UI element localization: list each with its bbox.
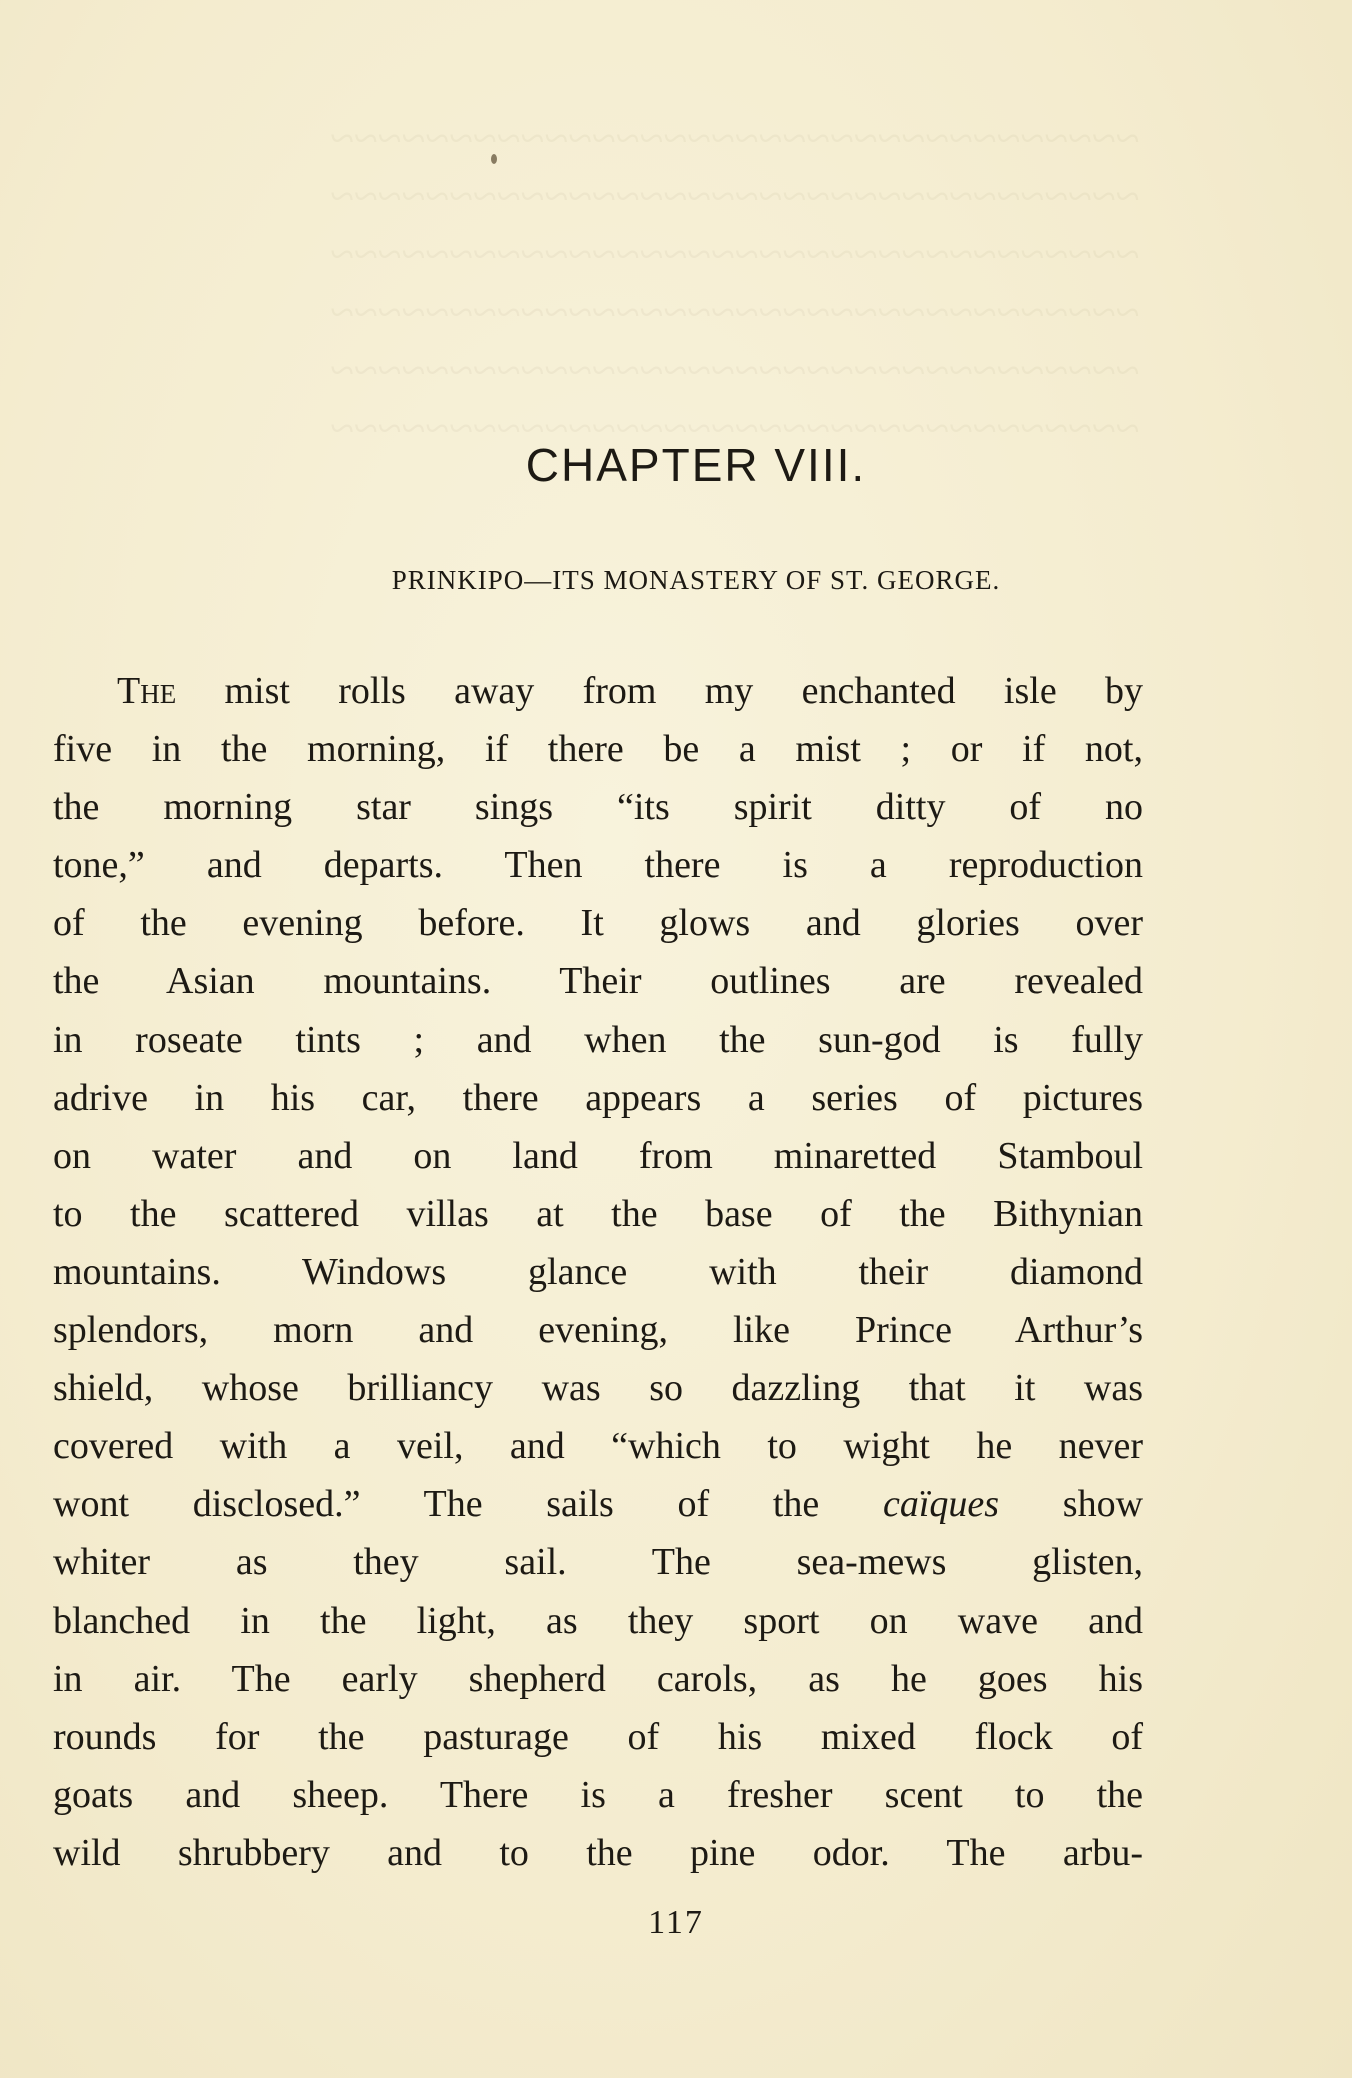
text-line-17: blanched in the light, as they sport on wave and (53, 1599, 1143, 1642)
chapter-subtitle: PRINKIPO—ITS MONASTERY OF ST. GEORGE. (391, 565, 1001, 595)
text-line-14: covered with a veil, and “which to wight he never (53, 1425, 1143, 1468)
text-line-15: wont disclosed.” The sails of the caïques show (53, 1483, 1144, 1526)
text-line-19: rounds for the pasturage of his mixed flock of (53, 1715, 1143, 1758)
text-line-3: the morning star sings “its spirit ditty of no (53, 786, 1143, 829)
ink-spot (491, 154, 497, 164)
text-line-4: tone,” and departs. Then there is a reproduction (53, 844, 1143, 887)
chapter-title: CHAPTER VIII. (525, 439, 867, 491)
text-line-20: goats and sheep. There is a fresher scent to the (53, 1773, 1143, 1816)
text-line-8: adrive in his car, there appears a series of pictures (53, 1076, 1143, 1119)
text-line-5: of the evening before. It glows and glories over (53, 902, 1143, 945)
body-text (53, 662, 1143, 1882)
lead-word: The (117, 670, 177, 712)
text-line-12: splendors, morn and evening, like Prince Arthur’s (53, 1309, 1143, 1352)
bleed-through-texture: ~~~~~~~~~~~~~~~~~~~~~~~~~~~~~~~~~~ ~~~~~~~~~~~~~~~~~~~~~~~~~~~~~~~~~~ ~~~~~~~~~~~~~~~~~~~~~~~~~~~~~~~~~~ ~~~~~~~~~~~~~~~~~~~~~~~~~~~~~~~~~~ ~~~~~~~~~~~~~~~~~~~~~~~~~~~~~~~~~~ ~~~~~~~~~~~~~~~~~~~~~~~~~~~~~~~~~~ (330, 114, 1140, 453)
text-line-7: in roseate tints ; and when the sun-god is fully (53, 1018, 1143, 1061)
text-line-10: to the scattered villas at the base of the Bithynian (53, 1192, 1143, 1235)
text-line-9: on water and on land from minaretted Stamboul (53, 1134, 1143, 1177)
text-line-16: whiter as they sail. The sea-mews glisten, (53, 1541, 1143, 1584)
text-line-18: in air. The early shepherd carols, as he goes his (53, 1657, 1143, 1700)
page-number: 117 (648, 1904, 704, 1941)
text-line-11: mountains. Windows glance with their diamond (53, 1250, 1143, 1293)
text-line-13: shield, whose brilliancy was so dazzling that it was (53, 1367, 1143, 1410)
text-line-2: five in the morning, if there be a mist ; or if not, (53, 728, 1143, 771)
text-line-21: wild shrubbery and to the pine odor. The arbu- (53, 1831, 1143, 1874)
text-line-6: the Asian mountains. Their outlines are revealed (53, 960, 1143, 1003)
text-line-1: The mist rolls away from my enchanted isle by (117, 670, 1143, 712)
italic-word-caiques: caïques (883, 1483, 1000, 1526)
